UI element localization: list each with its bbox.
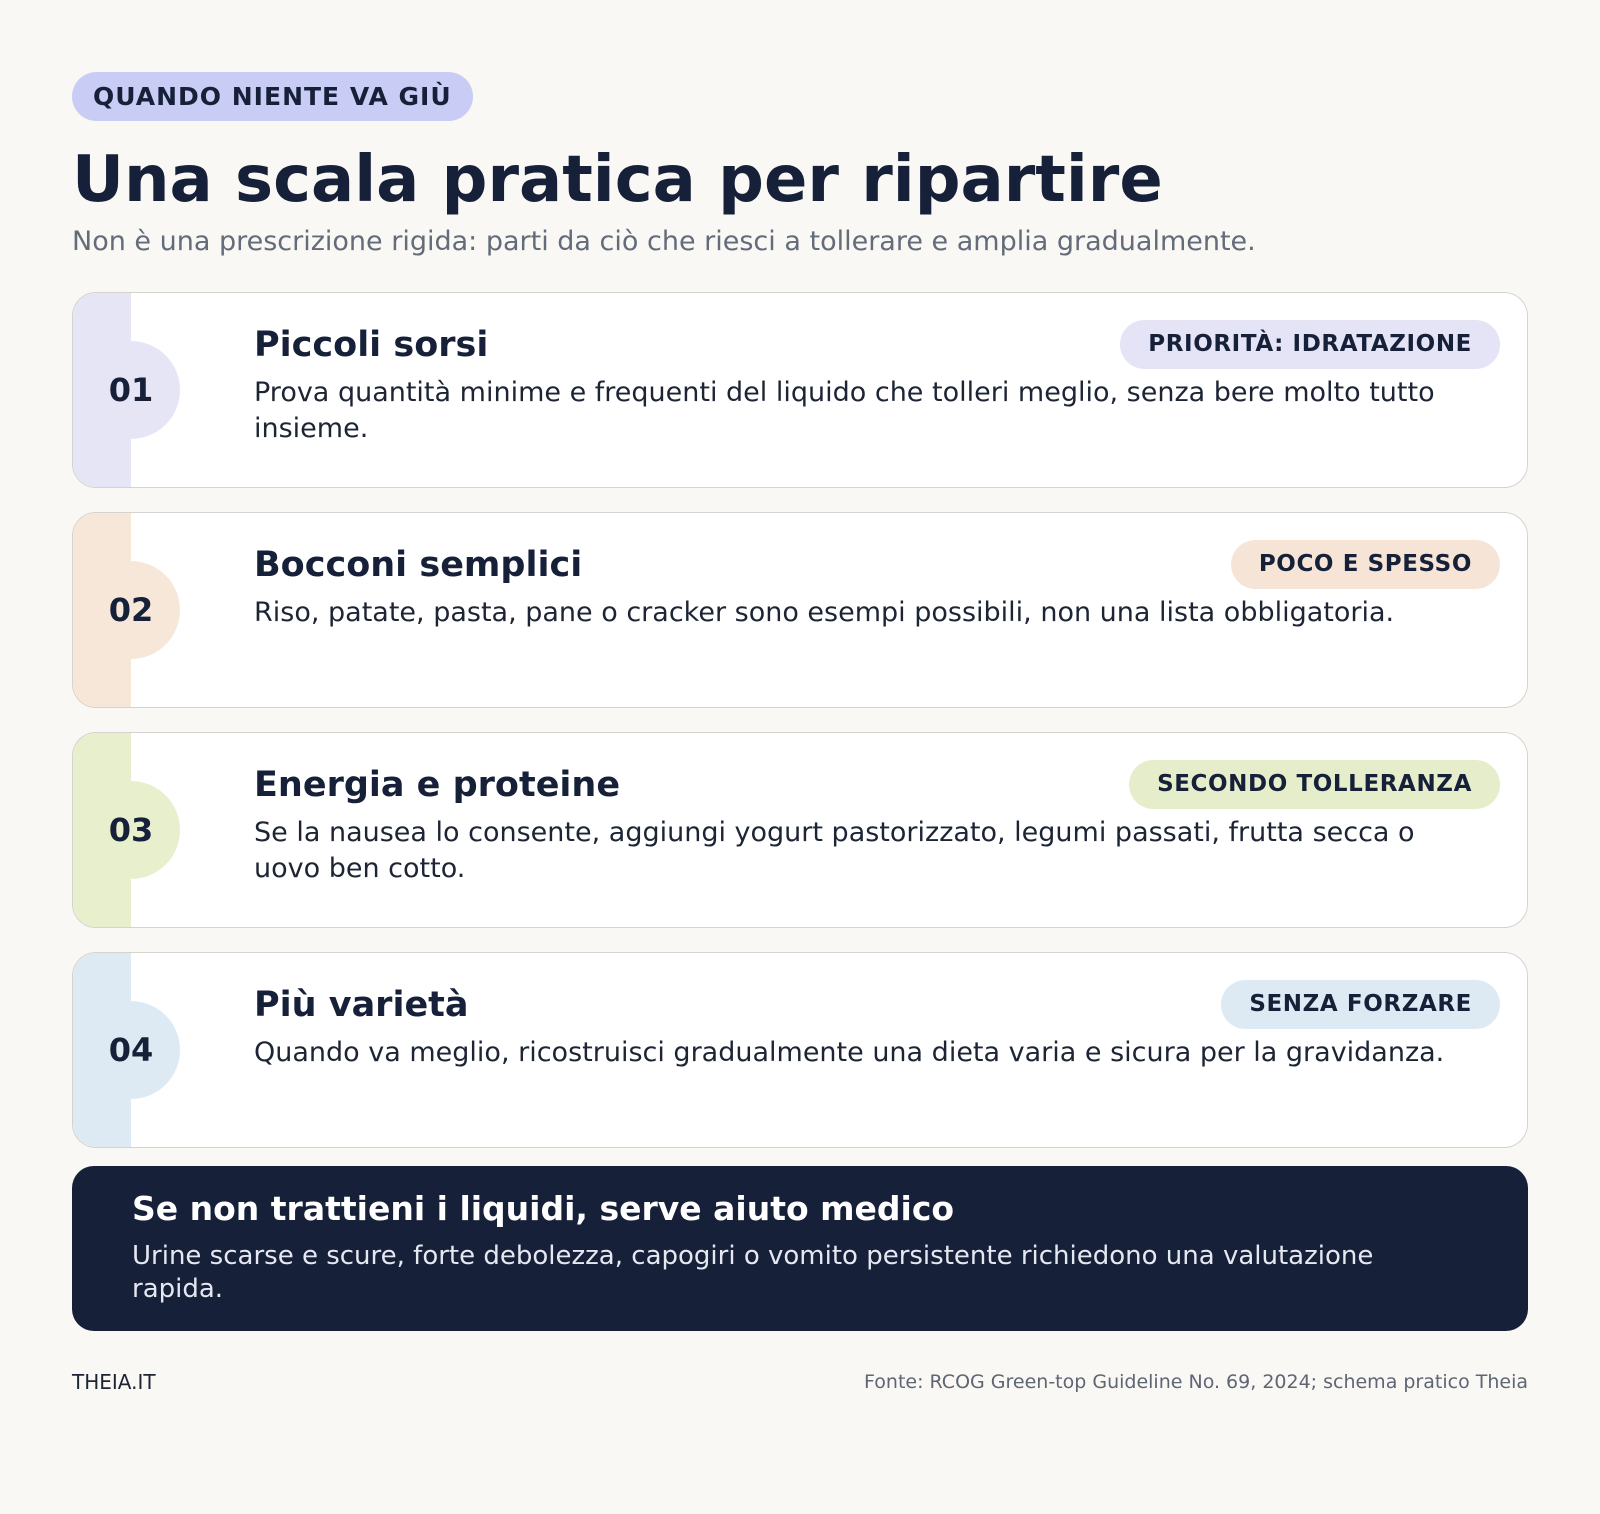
step-tag: SECONDO TOLLERANZA [1129, 760, 1500, 809]
step-description: Quando va meglio, ricostruisci gradualmente una dieta varia e sicura per la gravidanza. [254, 1037, 1445, 1068]
step-card-1 [72, 292, 1528, 488]
step-card-4 [72, 952, 1528, 1148]
brand-label: THEIA.IT [72, 1370, 156, 1394]
step-number-badge: 04 [82, 1001, 180, 1099]
alert-text: Urine scarse e scure, forte debolezza, capogiri o vomito persistente richiedono una valutazione rapida. [132, 1241, 1374, 1304]
step-tag: PRIORITÀ: IDRATAZIONE [1120, 320, 1500, 369]
step-card-2 [72, 512, 1528, 708]
source-citation: Fonte: RCOG Green-top Guideline No. 69, 2024; schema pratico Theia [864, 1371, 1528, 1393]
step-description: Prova quantità minime e frequenti del liquido che tolleri meglio, senza bere molto tutto insieme. [254, 377, 1435, 444]
step-number-badge: 03 [82, 781, 180, 879]
step-title: Più varietà [254, 985, 469, 1025]
medical-alert-box [72, 1166, 1528, 1331]
step-number-badge: 02 [82, 561, 180, 659]
step-card-3 [72, 732, 1528, 928]
step-description: Riso, patate, pasta, pane o cracker sono esempi possibili, non una lista obbligatoria. [254, 597, 1395, 628]
step-title: Piccoli sorsi [254, 325, 489, 365]
step-tag: SENZA FORZARE [1221, 980, 1500, 1029]
page-title: Una scala pratica per ripartire [72, 143, 1163, 217]
alert-title: Se non trattieni i liquidi, serve aiuto medico [132, 1189, 955, 1228]
step-title: Bocconi semplici [254, 545, 583, 585]
step-number-badge: 01 [82, 341, 180, 439]
steps-list [72, 292, 1528, 1172]
step-title: Energia e proteine [254, 765, 621, 805]
eyebrow-badge: QUANDO NIENTE VA GIÙ [72, 72, 473, 121]
step-description: Se la nausea lo consente, aggiungi yogurt pastorizzato, legumi passati, frutta secca o uovo ben cotto. [254, 817, 1415, 884]
step-tag: POCO E SPESSO [1231, 540, 1500, 589]
page-subtitle: Non è una prescrizione rigida: parti da ciò che riesci a tollerare e amplia gradualmente. [72, 226, 1256, 257]
